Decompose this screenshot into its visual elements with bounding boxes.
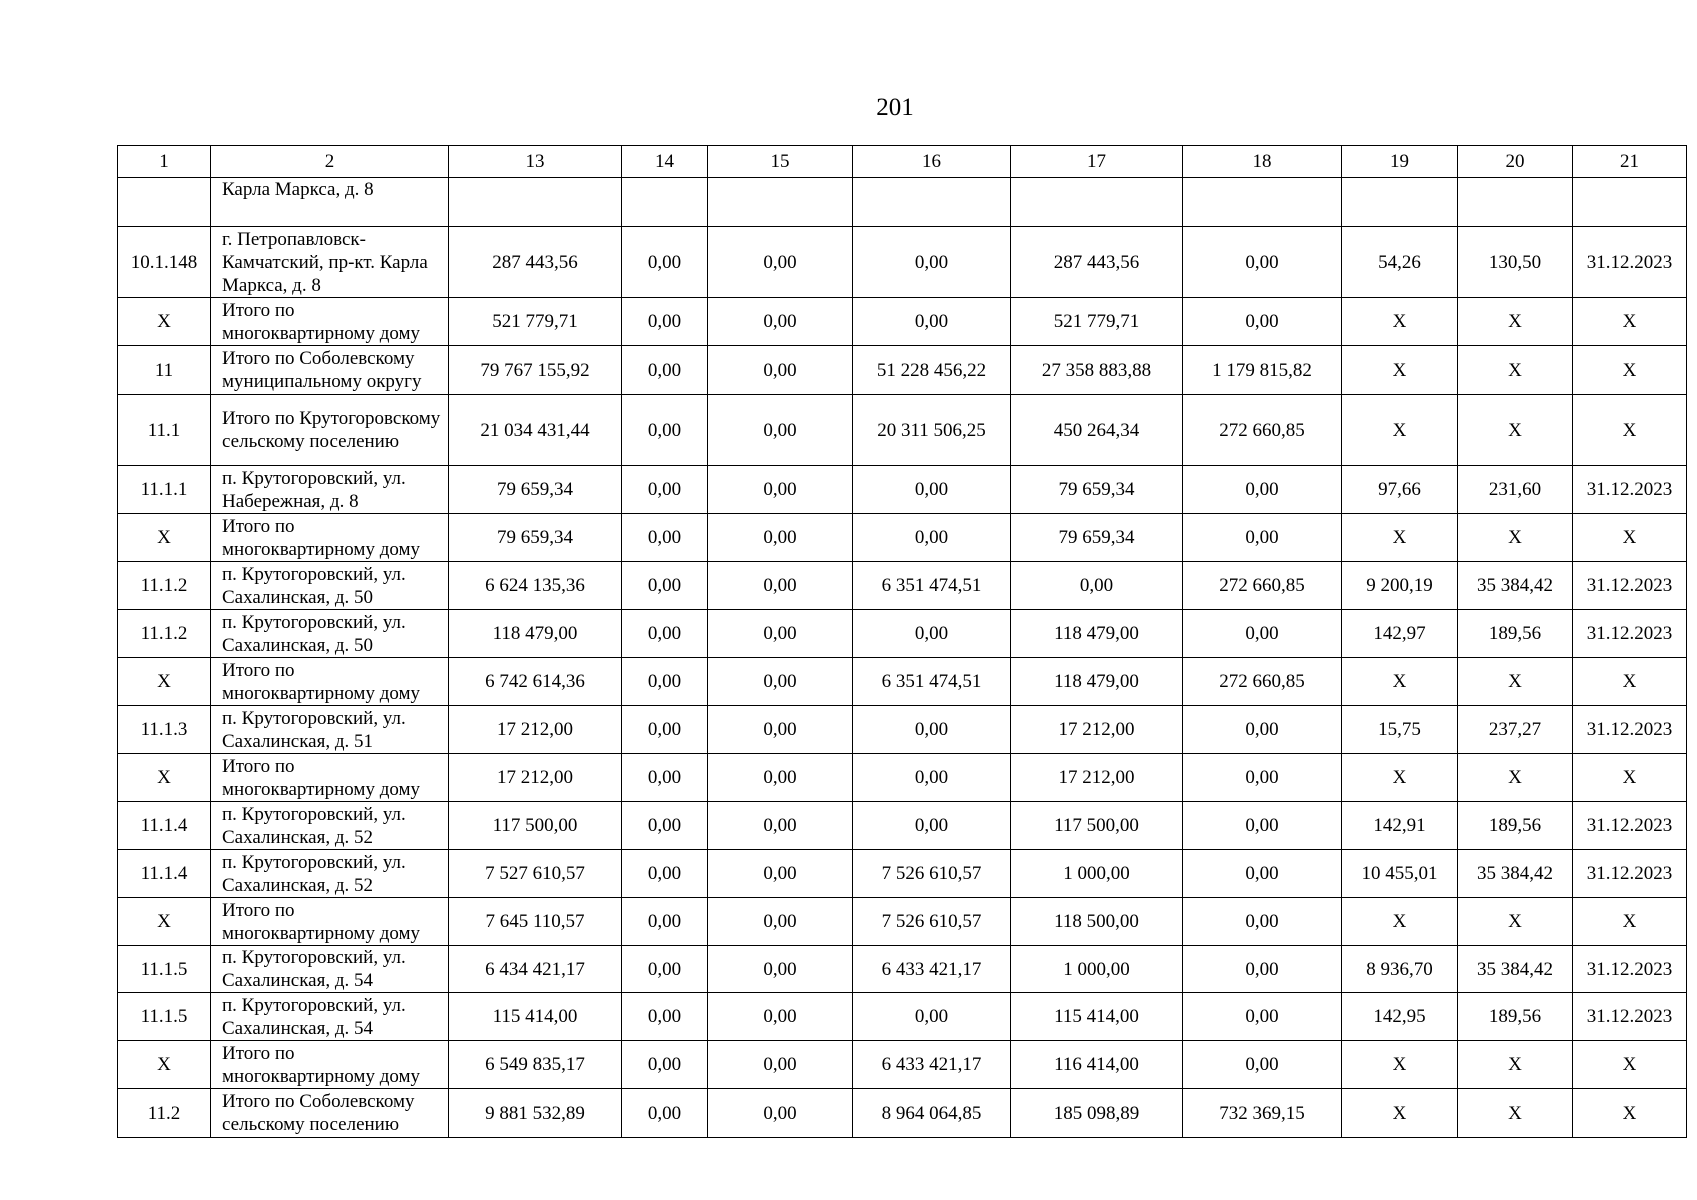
table-cell-col-15: 0,00 <box>708 298 853 346</box>
table-cell-col-15: 0,00 <box>708 227 853 298</box>
table-cell-col-19: 15,75 <box>1342 706 1458 754</box>
table-cell-col-20: X <box>1458 298 1573 346</box>
table-cell-col-17: 27 358 883,88 <box>1011 346 1183 395</box>
column-header-20: 20 <box>1458 146 1573 178</box>
table-cell-col-16 <box>853 178 1011 227</box>
table-cell-col-19: 97,66 <box>1342 466 1458 514</box>
table-cell-col-19: 8 936,70 <box>1342 946 1458 993</box>
table-cell-col-18: 0,00 <box>1183 946 1342 993</box>
table-cell-col-2: п. Крутогоровский, ул. Сахалинская, д. 52 <box>211 802 449 850</box>
table-cell-col-21: X <box>1573 1089 1687 1138</box>
table-cell-col-2: Итого по многоквартирному дому <box>211 898 449 946</box>
table-cell-col-20: 189,56 <box>1458 993 1573 1041</box>
table-cell-col-18: 0,00 <box>1183 227 1342 298</box>
table-row <box>118 227 1687 298</box>
column-header-15: 15 <box>708 146 853 178</box>
table-cell-col-1: 11.1.1 <box>118 466 211 514</box>
column-header-19: 19 <box>1342 146 1458 178</box>
table-cell-col-13: 79 659,34 <box>449 466 622 514</box>
table-cell-col-20 <box>1458 178 1573 227</box>
table-cell-col-20: 130,50 <box>1458 227 1573 298</box>
table-row <box>118 898 1687 946</box>
table-cell-col-19: X <box>1342 1041 1458 1089</box>
table-cell-col-17: 17 212,00 <box>1011 706 1183 754</box>
table-cell-col-20: X <box>1458 898 1573 946</box>
table-cell-col-20: 189,56 <box>1458 802 1573 850</box>
table-cell-col-20: 35 384,42 <box>1458 562 1573 610</box>
table-cell-col-14: 0,00 <box>622 1089 708 1138</box>
column-header-2: 2 <box>211 146 449 178</box>
table-cell-col-17: 0,00 <box>1011 562 1183 610</box>
table-cell-col-21: X <box>1573 1041 1687 1089</box>
table-cell-col-2: Итого по многоквартирному дому <box>211 514 449 562</box>
table-cell-col-21: 31.12.2023 <box>1573 802 1687 850</box>
table-row <box>118 466 1687 514</box>
table-cell-col-13: 6 742 614,36 <box>449 658 622 706</box>
table-cell-col-21: X <box>1573 298 1687 346</box>
table-cell-col-14: 0,00 <box>622 993 708 1041</box>
table-cell-col-16: 0,00 <box>853 754 1011 802</box>
table-row <box>118 298 1687 346</box>
table-cell-col-18: 732 369,15 <box>1183 1089 1342 1138</box>
table-cell-col-18: 272 660,85 <box>1183 395 1342 466</box>
table-row <box>118 802 1687 850</box>
table-cell-col-15: 0,00 <box>708 346 853 395</box>
table-row <box>118 346 1687 395</box>
table-cell-col-18: 0,00 <box>1183 466 1342 514</box>
table-cell-col-2: Итого по Крутогоровскому сельскому поселению <box>211 395 449 466</box>
table-cell-col-18: 0,00 <box>1183 993 1342 1041</box>
table-cell-col-13: 79 767 155,92 <box>449 346 622 395</box>
table-cell-col-17: 116 414,00 <box>1011 1041 1183 1089</box>
table-cell-col-13: 9 881 532,89 <box>449 1089 622 1138</box>
table-cell-col-16: 6 433 421,17 <box>853 1041 1011 1089</box>
table-cell-col-20: X <box>1458 514 1573 562</box>
table-cell-col-20: X <box>1458 658 1573 706</box>
table-cell-col-14: 0,00 <box>622 1041 708 1089</box>
table-cell-col-17: 1 000,00 <box>1011 850 1183 898</box>
table-cell-col-13: 521 779,71 <box>449 298 622 346</box>
table-cell-col-2: Карла Маркса, д. 8 <box>211 178 449 227</box>
table-row <box>118 658 1687 706</box>
table-cell-col-2: п. Крутогоровский, ул. Сахалинская, д. 54 <box>211 993 449 1041</box>
page-number: 201 <box>876 94 914 121</box>
table-cell-col-20: 237,27 <box>1458 706 1573 754</box>
table-cell-col-1: 11.1.4 <box>118 802 211 850</box>
table-cell-col-18: 0,00 <box>1183 514 1342 562</box>
table-cell-col-20: 35 384,42 <box>1458 850 1573 898</box>
table-cell-col-13: 118 479,00 <box>449 610 622 658</box>
table-cell-col-21: 31.12.2023 <box>1573 466 1687 514</box>
table-cell-col-1: 10.1.148 <box>118 227 211 298</box>
table-cell-col-15: 0,00 <box>708 898 853 946</box>
table-cell-col-1: 11.1.5 <box>118 946 211 993</box>
table-cell-col-18: 0,00 <box>1183 610 1342 658</box>
table-row <box>118 706 1687 754</box>
table-cell-col-14: 0,00 <box>622 658 708 706</box>
table-cell-col-17: 79 659,34 <box>1011 466 1183 514</box>
table-cell-col-18 <box>1183 178 1342 227</box>
table-cell-col-15: 0,00 <box>708 1041 853 1089</box>
table-cell-col-13: 6 434 421,17 <box>449 946 622 993</box>
data-table <box>117 145 1687 1138</box>
table-row <box>118 514 1687 562</box>
table-cell-col-18: 1 179 815,82 <box>1183 346 1342 395</box>
table-cell-col-21: 31.12.2023 <box>1573 610 1687 658</box>
table-cell-col-15: 0,00 <box>708 1089 853 1138</box>
table-cell-col-15: 0,00 <box>708 610 853 658</box>
table-cell-col-16: 6 433 421,17 <box>853 946 1011 993</box>
table-cell-col-13 <box>449 178 622 227</box>
table-cell-col-16: 8 964 064,85 <box>853 1089 1011 1138</box>
table-cell-col-17: 79 659,34 <box>1011 514 1183 562</box>
table-cell-col-13: 17 212,00 <box>449 706 622 754</box>
table-cell-col-14: 0,00 <box>622 227 708 298</box>
table-cell-col-15: 0,00 <box>708 466 853 514</box>
table-cell-col-1: X <box>118 898 211 946</box>
table-cell-col-14: 0,00 <box>622 850 708 898</box>
table-cell-col-2: Итого по Соболевскому сельскому поселению <box>211 1089 449 1138</box>
table-cell-col-19: X <box>1342 754 1458 802</box>
table-cell-col-19: X <box>1342 298 1458 346</box>
table-cell-col-16: 6 351 474,51 <box>853 562 1011 610</box>
table-cell-col-13: 21 034 431,44 <box>449 395 622 466</box>
table-cell-col-16: 7 526 610,57 <box>853 850 1011 898</box>
table-cell-col-16: 0,00 <box>853 227 1011 298</box>
table-cell-col-15: 0,00 <box>708 395 853 466</box>
table-cell-col-18: 0,00 <box>1183 802 1342 850</box>
table-cell-col-20: X <box>1458 754 1573 802</box>
table-cell-col-16: 0,00 <box>853 802 1011 850</box>
table-row <box>118 610 1687 658</box>
table-cell-col-19: X <box>1342 395 1458 466</box>
table-cell-col-17: 118 500,00 <box>1011 898 1183 946</box>
table-cell-col-15: 0,00 <box>708 993 853 1041</box>
table-cell-col-21: 31.12.2023 <box>1573 993 1687 1041</box>
table-cell-col-20: X <box>1458 1089 1573 1138</box>
table-cell-col-15: 0,00 <box>708 850 853 898</box>
column-header-17: 17 <box>1011 146 1183 178</box>
table-cell-col-14: 0,00 <box>622 514 708 562</box>
table-cell-col-19: 9 200,19 <box>1342 562 1458 610</box>
table-cell-col-20: 189,56 <box>1458 610 1573 658</box>
table-cell-col-21: 31.12.2023 <box>1573 706 1687 754</box>
table-cell-col-2: Итого по многоквартирному дому <box>211 298 449 346</box>
table-row <box>118 1041 1687 1089</box>
table-row <box>118 993 1687 1041</box>
table-cell-col-20: X <box>1458 346 1573 395</box>
table-cell-col-2: п. Крутогоровский, ул. Сахалинская, д. 54 <box>211 946 449 993</box>
table-cell-col-1: 11.1.2 <box>118 562 211 610</box>
column-header-16: 16 <box>853 146 1011 178</box>
table-cell-col-14: 0,00 <box>622 395 708 466</box>
table-cell-col-2: п. Крутогоровский, ул. Сахалинская, д. 50 <box>211 562 449 610</box>
table-cell-col-2: Итого по многоквартирному дому <box>211 658 449 706</box>
column-header-13: 13 <box>449 146 622 178</box>
column-header-14: 14 <box>622 146 708 178</box>
table-cell-col-18: 0,00 <box>1183 898 1342 946</box>
table-cell-col-1: 11.2 <box>118 1089 211 1138</box>
table-cell-col-16: 0,00 <box>853 298 1011 346</box>
table-cell-col-17: 521 779,71 <box>1011 298 1183 346</box>
table-cell-col-15: 0,00 <box>708 562 853 610</box>
table-cell-col-17: 1 000,00 <box>1011 946 1183 993</box>
table-cell-col-17: 118 479,00 <box>1011 610 1183 658</box>
table-cell-col-21: X <box>1573 754 1687 802</box>
column-header-1: 1 <box>118 146 211 178</box>
table-cell-col-14: 0,00 <box>622 562 708 610</box>
table-cell-col-2: п. Крутогоровский, ул. Сахалинская, д. 50 <box>211 610 449 658</box>
table-cell-col-1: X <box>118 514 211 562</box>
table-cell-col-16: 0,00 <box>853 610 1011 658</box>
table-cell-col-21: X <box>1573 658 1687 706</box>
table-cell-col-15: 0,00 <box>708 514 853 562</box>
column-header-21: 21 <box>1573 146 1687 178</box>
table-row <box>118 946 1687 993</box>
table-cell-col-1: X <box>118 298 211 346</box>
table-cell-col-2: п. Крутогоровский, ул. Набережная, д. 8 <box>211 466 449 514</box>
table-row <box>118 850 1687 898</box>
table-cell-col-19: 10 455,01 <box>1342 850 1458 898</box>
table-cell-col-16: 0,00 <box>853 993 1011 1041</box>
table-cell-col-13: 7 645 110,57 <box>449 898 622 946</box>
table-cell-col-13: 79 659,34 <box>449 514 622 562</box>
table-cell-col-15: 0,00 <box>708 802 853 850</box>
column-header-18: 18 <box>1183 146 1342 178</box>
table-cell-col-1: X <box>118 1041 211 1089</box>
table-cell-col-21: 31.12.2023 <box>1573 227 1687 298</box>
table-cell-col-21: X <box>1573 898 1687 946</box>
table-cell-col-17: 117 500,00 <box>1011 802 1183 850</box>
table-cell-col-21 <box>1573 178 1687 227</box>
table-row <box>118 1089 1687 1138</box>
table-cell-col-20: X <box>1458 395 1573 466</box>
table-cell-col-19: 142,97 <box>1342 610 1458 658</box>
table-cell-col-13: 115 414,00 <box>449 993 622 1041</box>
table-cell-col-14: 0,00 <box>622 946 708 993</box>
table-cell-col-17 <box>1011 178 1183 227</box>
table-cell-col-15: 0,00 <box>708 946 853 993</box>
table-cell-col-19: X <box>1342 898 1458 946</box>
table-cell-col-1 <box>118 178 211 227</box>
table-cell-col-19: 54,26 <box>1342 227 1458 298</box>
table-cell-col-18: 272 660,85 <box>1183 562 1342 610</box>
table-cell-col-13: 287 443,56 <box>449 227 622 298</box>
table-row <box>118 754 1687 802</box>
table-cell-col-15: 0,00 <box>708 754 853 802</box>
table-cell-col-20: 35 384,42 <box>1458 946 1573 993</box>
table-cell-col-20: 231,60 <box>1458 466 1573 514</box>
table-cell-col-17: 115 414,00 <box>1011 993 1183 1041</box>
table-cell-col-14: 0,00 <box>622 706 708 754</box>
column-header-row <box>118 146 1687 178</box>
table-cell-col-19: X <box>1342 1089 1458 1138</box>
table-cell-col-18: 0,00 <box>1183 850 1342 898</box>
table-cell-col-19: 142,91 <box>1342 802 1458 850</box>
table-cell-col-17: 118 479,00 <box>1011 658 1183 706</box>
table-cell-col-18: 272 660,85 <box>1183 658 1342 706</box>
table-cell-col-20: X <box>1458 1041 1573 1089</box>
table-cell-col-14: 0,00 <box>622 610 708 658</box>
table-cell-col-19 <box>1342 178 1458 227</box>
table-cell-col-13: 117 500,00 <box>449 802 622 850</box>
table-cell-col-14: 0,00 <box>622 802 708 850</box>
table-cell-col-21: X <box>1573 395 1687 466</box>
table-cell-col-16: 0,00 <box>853 466 1011 514</box>
table-cell-col-16: 0,00 <box>853 706 1011 754</box>
table-cell-col-2: Итого по многоквартирному дому <box>211 754 449 802</box>
table-cell-col-1: 11.1.3 <box>118 706 211 754</box>
table-cell-col-1: X <box>118 658 211 706</box>
table-cell-col-15: 0,00 <box>708 706 853 754</box>
table-cell-col-1: 11.1 <box>118 395 211 466</box>
table-cell-col-14: 0,00 <box>622 346 708 395</box>
table-cell-col-14: 0,00 <box>622 898 708 946</box>
table-cell-col-2: п. Крутогоровский, ул. Сахалинская, д. 51 <box>211 706 449 754</box>
table-cell-col-17: 450 264,34 <box>1011 395 1183 466</box>
table-row <box>118 178 1687 227</box>
table-cell-col-16: 20 311 506,25 <box>853 395 1011 466</box>
table-cell-col-13: 17 212,00 <box>449 754 622 802</box>
table-cell-col-18: 0,00 <box>1183 1041 1342 1089</box>
table-cell-col-19: X <box>1342 514 1458 562</box>
table-cell-col-17: 287 443,56 <box>1011 227 1183 298</box>
table-cell-col-21: X <box>1573 514 1687 562</box>
table-cell-col-13: 6 549 835,17 <box>449 1041 622 1089</box>
table-cell-col-19: X <box>1342 346 1458 395</box>
table-cell-col-2: Итого по Соболевскому муниципальному округу <box>211 346 449 395</box>
table-cell-col-14: 0,00 <box>622 754 708 802</box>
table-cell-col-19: 142,95 <box>1342 993 1458 1041</box>
table-cell-col-1: 11.1.4 <box>118 850 211 898</box>
table-cell-col-21: 31.12.2023 <box>1573 562 1687 610</box>
table-cell-col-14 <box>622 178 708 227</box>
table-row <box>118 562 1687 610</box>
table-cell-col-2: г. Петропавловск-Камчатский, пр-кт. Карла Маркса, д. 8 <box>211 227 449 298</box>
table-cell-col-13: 7 527 610,57 <box>449 850 622 898</box>
table-cell-col-16: 0,00 <box>853 514 1011 562</box>
table-cell-col-1: 11.1.5 <box>118 993 211 1041</box>
table-cell-col-16: 7 526 610,57 <box>853 898 1011 946</box>
table-cell-col-16: 51 228 456,22 <box>853 346 1011 395</box>
table-cell-col-19: X <box>1342 658 1458 706</box>
table-cell-col-21: X <box>1573 346 1687 395</box>
table-cell-col-21: 31.12.2023 <box>1573 946 1687 993</box>
table-cell-col-15: 0,00 <box>708 658 853 706</box>
table-cell-col-17: 185 098,89 <box>1011 1089 1183 1138</box>
table-row <box>118 395 1687 466</box>
table-cell-col-2: Итого по многоквартирному дому <box>211 1041 449 1089</box>
table-cell-col-18: 0,00 <box>1183 754 1342 802</box>
table-cell-col-18: 0,00 <box>1183 706 1342 754</box>
table-cell-col-21: 31.12.2023 <box>1573 850 1687 898</box>
table-cell-col-1: 11 <box>118 346 211 395</box>
table-cell-col-16: 6 351 474,51 <box>853 658 1011 706</box>
table-cell-col-15 <box>708 178 853 227</box>
table-cell-col-2: п. Крутогоровский, ул. Сахалинская, д. 52 <box>211 850 449 898</box>
table-cell-col-1: 11.1.2 <box>118 610 211 658</box>
table-cell-col-14: 0,00 <box>622 466 708 514</box>
table-cell-col-17: 17 212,00 <box>1011 754 1183 802</box>
table-cell-col-1: X <box>118 754 211 802</box>
table-cell-col-13: 6 624 135,36 <box>449 562 622 610</box>
table-cell-col-14: 0,00 <box>622 298 708 346</box>
table-cell-col-18: 0,00 <box>1183 298 1342 346</box>
